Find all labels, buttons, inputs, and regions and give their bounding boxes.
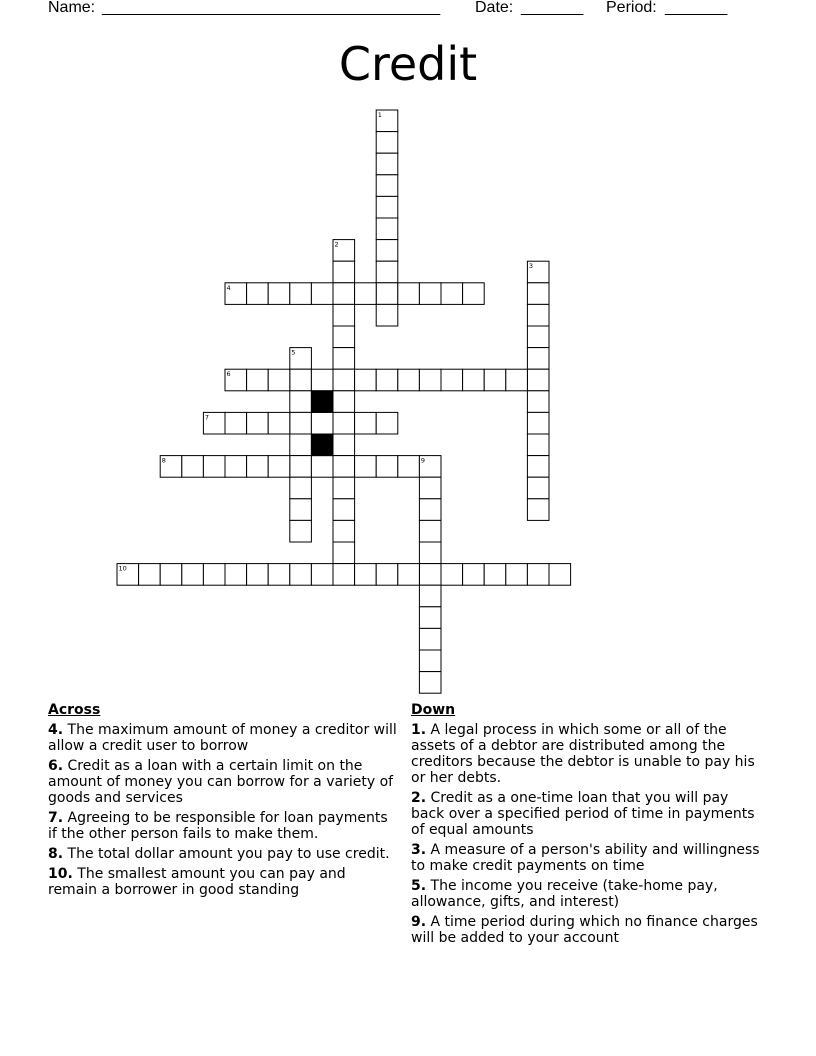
crossword-cell[interactable]	[527, 434, 549, 456]
clue-number: 2.	[411, 790, 427, 806]
crossword-cell[interactable]	[268, 369, 290, 391]
crossword-cell[interactable]	[182, 456, 204, 478]
crossword-cell[interactable]	[333, 456, 355, 478]
clue-text: Credit as a loan with a certain limit on the amount of money you can borrow for a variety of goods and services	[48, 758, 394, 806]
crossword-cell[interactable]	[333, 326, 355, 348]
crossword-cell[interactable]	[419, 369, 441, 391]
cell-number: 9	[420, 456, 426, 465]
crossword-cell[interactable]	[376, 261, 398, 283]
clue-number: 7.	[48, 810, 64, 826]
down-heading: Down	[411, 702, 456, 718]
crossword-cell[interactable]	[376, 304, 398, 326]
clue-number: 10.	[48, 866, 73, 882]
crossword-cell[interactable]	[333, 477, 355, 499]
crossword-cell[interactable]	[311, 564, 333, 586]
down-clue	[411, 722, 761, 786]
crossword-cell[interactable]	[419, 672, 441, 694]
crossword-cell[interactable]	[355, 564, 377, 586]
clue-text: The income you receive (take-home pay, allowance, gifts, and interest)	[411, 878, 718, 910]
crossword-cell[interactable]	[506, 564, 528, 586]
clue-number: 8.	[48, 846, 64, 862]
crossword-black-cell	[311, 434, 333, 456]
across-clue	[48, 810, 398, 842]
crossword-cell[interactable]	[398, 283, 420, 305]
crossword-cell[interactable]	[160, 564, 182, 586]
crossword-cell[interactable]	[419, 607, 441, 629]
crossword-cell[interactable]	[376, 218, 398, 240]
down-clue	[411, 842, 761, 874]
crossword-cell[interactable]	[290, 391, 312, 413]
crossword-cell[interactable]	[182, 564, 204, 586]
crossword-cell[interactable]	[268, 456, 290, 478]
crossword-cell[interactable]	[247, 283, 269, 305]
crossword-cell[interactable]	[333, 499, 355, 521]
crossword-cell[interactable]	[463, 369, 485, 391]
down-clues	[411, 702, 761, 950]
across-clue-list	[48, 722, 398, 898]
crossword-cell[interactable]	[527, 564, 549, 586]
date-label: Date:	[475, 0, 514, 16]
crossword-cell[interactable]	[376, 240, 398, 262]
crossword-cell[interactable]	[247, 564, 269, 586]
crossword-cell[interactable]	[333, 391, 355, 413]
cell-number: 8	[161, 456, 166, 465]
clue-number: 5.	[411, 878, 427, 894]
clue-number: 6.	[48, 758, 64, 774]
crossword-cell[interactable]	[333, 542, 355, 564]
name-label: Name:	[48, 0, 96, 16]
crossword-cell[interactable]	[419, 585, 441, 607]
crossword-cell[interactable]	[290, 499, 312, 521]
crossword-cell[interactable]	[355, 412, 377, 434]
cell-number: 3	[528, 262, 534, 271]
cell-number: 6	[226, 370, 231, 379]
crossword-cell[interactable]	[527, 477, 549, 499]
crossword-cell[interactable]	[527, 412, 549, 434]
crossword-cell[interactable]	[419, 628, 441, 650]
crossword-cell[interactable]	[419, 477, 441, 499]
clue-number: 4.	[48, 722, 64, 738]
clue-text: A measure of a person's ability and willingness to make credit payments on time	[411, 842, 760, 874]
across-clue	[48, 722, 398, 754]
crossword-cell[interactable]	[376, 283, 398, 305]
crossword-cell[interactable]	[527, 326, 549, 348]
crossword-cell[interactable]	[333, 564, 355, 586]
crossword-cell[interactable]	[441, 369, 463, 391]
crossword-cell[interactable]	[225, 412, 247, 434]
crossword-cell[interactable]	[398, 564, 420, 586]
clue-number: 9.	[411, 914, 427, 930]
down-clue	[411, 914, 761, 946]
clue-text: Credit as a one-time loan that you will pay back over a specified period of time in payments of equal amounts	[411, 790, 755, 838]
name-blank[interactable]: ______________________________________	[102, 0, 441, 16]
crossword-cell[interactable]	[290, 434, 312, 456]
crossword-cell[interactable]	[203, 564, 225, 586]
crossword-cell[interactable]	[376, 564, 398, 586]
down-clue	[411, 878, 761, 910]
crossword-cell[interactable]	[290, 369, 312, 391]
crossword-cell[interactable]	[355, 369, 377, 391]
crossword-cell[interactable]	[268, 283, 290, 305]
page-title: Credit	[338, 37, 478, 91]
crossword-cell[interactable]	[527, 304, 549, 326]
crossword-cell[interactable]	[419, 520, 441, 542]
clue-text: The total dollar amount you pay to use credit.	[63, 846, 390, 862]
crossword-cell[interactable]	[376, 196, 398, 218]
crossword-cell[interactable]	[268, 564, 290, 586]
crossword-cell[interactable]	[463, 564, 485, 586]
crossword-cell[interactable]	[333, 520, 355, 542]
crossword-cell[interactable]	[290, 564, 312, 586]
crossword-cell[interactable]	[333, 412, 355, 434]
crossword-cell[interactable]	[441, 564, 463, 586]
crossword-cell[interactable]	[419, 499, 441, 521]
crossword-black-cell	[311, 391, 333, 413]
crossword-cell[interactable]	[376, 175, 398, 197]
crossword-cell[interactable]	[441, 283, 463, 305]
crossword-cell[interactable]	[139, 564, 161, 586]
crossword-cell[interactable]	[506, 369, 528, 391]
crossword-cell[interactable]	[311, 369, 333, 391]
crossword-cell[interactable]	[484, 564, 506, 586]
crossword-cell[interactable]	[527, 456, 549, 478]
across-clue	[48, 846, 398, 862]
crossword-cell[interactable]	[290, 412, 312, 434]
crossword-cell[interactable]	[419, 542, 441, 564]
across-clues	[48, 702, 398, 902]
crossword-cell[interactable]	[290, 477, 312, 499]
crossword-cell[interactable]	[376, 132, 398, 154]
crossword-cell[interactable]	[527, 391, 549, 413]
crossword-cell[interactable]	[333, 304, 355, 326]
clue-text: Agreeing to be responsible for loan payments if the other person fails to make them.	[48, 810, 388, 842]
crossword-cell[interactable]	[333, 348, 355, 370]
clue-number: 3.	[411, 842, 427, 858]
crossword-cell[interactable]	[225, 456, 247, 478]
crossword-cell[interactable]	[333, 261, 355, 283]
crossword-cell[interactable]	[311, 283, 333, 305]
down-clue-list	[411, 722, 761, 946]
crossword-cell[interactable]	[311, 412, 333, 434]
crossword-cell[interactable]	[268, 412, 290, 434]
crossword-cell[interactable]	[419, 283, 441, 305]
clue-text: The smallest amount you can pay and remain a borrower in good standing	[48, 866, 346, 898]
period-label: Period:	[606, 0, 657, 16]
crossword-cell[interactable]	[355, 283, 377, 305]
crossword-cell[interactable]	[247, 412, 269, 434]
cell-number: 5	[291, 348, 296, 357]
crossword-cell[interactable]	[527, 369, 549, 391]
crossword-cell[interactable]	[376, 369, 398, 391]
crossword-cell[interactable]	[398, 456, 420, 478]
date-blank[interactable]: _______	[521, 0, 584, 16]
crossword-cell[interactable]	[463, 283, 485, 305]
crossword-cell[interactable]	[290, 520, 312, 542]
cell-number: 7	[204, 413, 210, 422]
clue-text: The maximum amount of money a creditor will allow a credit user to borrow	[48, 722, 397, 754]
crossword-cell[interactable]	[333, 434, 355, 456]
crossword-cell[interactable]	[419, 564, 441, 586]
crossword-cell[interactable]	[355, 456, 377, 478]
crossword-cell[interactable]	[333, 283, 355, 305]
clue-number: 1.	[411, 722, 427, 738]
down-clue	[411, 790, 761, 838]
crossword-cell[interactable]	[527, 283, 549, 305]
crossword-cell[interactable]	[311, 456, 333, 478]
crossword-cell[interactable]	[484, 369, 506, 391]
crossword-cell[interactable]	[527, 348, 549, 370]
crossword-cell[interactable]	[203, 456, 225, 478]
crossword-cell[interactable]	[247, 369, 269, 391]
cell-number: 10	[118, 564, 127, 573]
crossword-cell[interactable]	[549, 564, 571, 586]
crossword-cell[interactable]	[290, 456, 312, 478]
crossword-cell[interactable]	[333, 369, 355, 391]
crossword-cell[interactable]	[376, 412, 398, 434]
across-heading: Across	[48, 702, 101, 718]
crossword-cell[interactable]	[376, 153, 398, 175]
crossword-cell[interactable]	[419, 650, 441, 672]
cell-number: 4	[226, 283, 231, 292]
crossword-cell[interactable]	[376, 456, 398, 478]
across-clue	[48, 758, 398, 806]
crossword-cell[interactable]	[247, 456, 269, 478]
across-clue	[48, 866, 398, 898]
crossword-cell[interactable]	[527, 499, 549, 521]
clue-text: A time period during which no finance charges will be added to your account	[411, 914, 758, 946]
cell-number: 1	[377, 111, 382, 119]
clue-text: A legal process in which some or all of the assets of a debtor are distributed among the creditors because the debtor is unable to pay his or her debts.	[411, 722, 755, 786]
cell-number: 2	[334, 240, 339, 249]
crossword-cell[interactable]	[290, 283, 312, 305]
crossword-cell[interactable]	[225, 564, 247, 586]
period-blank[interactable]: _______	[665, 0, 728, 16]
crossword-cell[interactable]	[398, 369, 420, 391]
